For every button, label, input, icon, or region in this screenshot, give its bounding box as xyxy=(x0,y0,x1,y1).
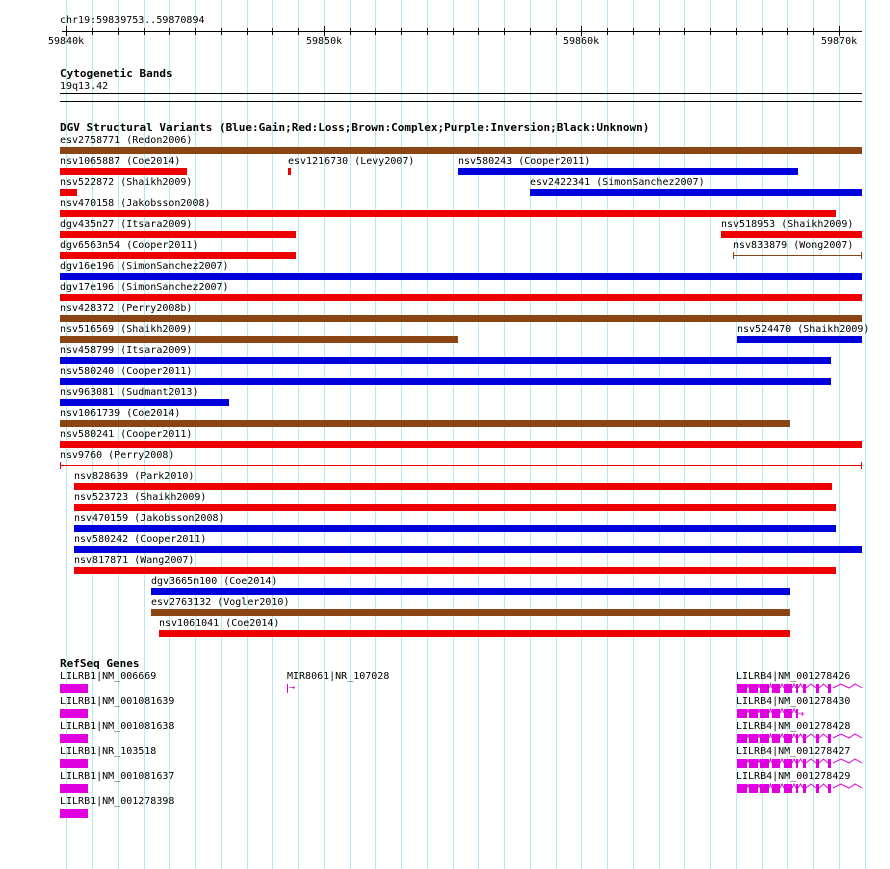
variant-bar[interactable] xyxy=(60,399,229,406)
intron-line xyxy=(792,759,796,763)
ruler-minor-tick xyxy=(736,28,737,35)
variant-label[interactable]: nsv580242 (Cooper2011) xyxy=(74,534,207,545)
exon-block xyxy=(784,684,792,693)
variant-label[interactable]: nsv524470 (Shaikh2009) xyxy=(737,324,870,335)
exon-block xyxy=(772,709,780,718)
variant-bar[interactable] xyxy=(60,147,862,154)
ruler-minor-tick xyxy=(607,28,608,35)
exon-block xyxy=(796,734,798,743)
ruler-minor-tick xyxy=(633,28,634,35)
variant-bar[interactable] xyxy=(60,357,831,364)
variant-bar[interactable] xyxy=(60,465,862,466)
intron-line xyxy=(819,784,828,788)
gene-model[interactable] xyxy=(60,784,88,793)
exon-block xyxy=(803,684,806,693)
ruler-minor-tick xyxy=(144,28,145,35)
intron-line xyxy=(806,734,816,738)
variant-bar[interactable] xyxy=(288,168,291,175)
exon-block xyxy=(828,684,831,693)
ruler-minor-tick xyxy=(195,28,196,35)
ruler-minor-tick xyxy=(118,28,119,35)
variant-end-tick xyxy=(861,462,862,469)
ruler-minor-tick xyxy=(659,28,660,35)
intron-line xyxy=(758,734,760,738)
variant-label[interactable]: nsv1065887 (Coe2014) xyxy=(60,156,181,167)
intron-line xyxy=(806,784,816,788)
intron-line xyxy=(833,734,862,738)
ruler-minor-tick xyxy=(92,28,93,35)
intron-line xyxy=(780,709,784,713)
variant-bar[interactable] xyxy=(74,567,836,574)
ruler-minor-tick xyxy=(350,28,351,35)
intron-line xyxy=(758,684,760,688)
variant-bar[interactable] xyxy=(60,336,458,343)
ruler-major-tick xyxy=(324,26,325,36)
gene-label[interactable]: LILRB4|NM_001278429 xyxy=(736,771,851,782)
ruler-minor-tick xyxy=(504,28,505,35)
intron-line xyxy=(798,734,803,738)
grid-line xyxy=(659,0,660,869)
variant-bar[interactable] xyxy=(74,504,836,511)
gene-label[interactable]: LILRB4|NM_001278428 xyxy=(736,721,851,732)
exon-block xyxy=(772,784,780,793)
ruler-minor-tick xyxy=(375,28,376,35)
intron-line xyxy=(780,784,784,788)
gene-model[interactable] xyxy=(60,709,88,718)
variant-label[interactable]: nsv833879 (Wong2007) xyxy=(733,240,854,251)
intron-line xyxy=(769,784,772,788)
variant-label[interactable]: nsv580241 (Cooper2011) xyxy=(60,429,193,440)
intron-line xyxy=(747,759,749,763)
exon-block xyxy=(772,759,780,768)
intron-line xyxy=(798,759,803,763)
cytoband-label: 19q13.42 xyxy=(60,81,109,92)
ruler-tick-label: 59840k xyxy=(48,36,85,47)
gene-label[interactable]: LILRB4|NM_001278430 xyxy=(736,696,851,707)
strand-arrow-icon: → xyxy=(289,682,296,693)
intron-line xyxy=(747,684,749,688)
refseq-track-title: RefSeq Genes xyxy=(60,657,140,670)
variant-bar[interactable] xyxy=(151,609,790,616)
intron-line xyxy=(769,759,772,763)
intron-line xyxy=(769,709,772,713)
exon-block xyxy=(816,784,819,793)
ruler-minor-tick xyxy=(221,28,222,35)
variant-label[interactable]: nsv516569 (Shaikh2009) xyxy=(60,324,193,335)
variant-label[interactable]: nsv1061041 (Coe2014) xyxy=(159,618,280,629)
exon-block xyxy=(803,734,806,743)
gene-label[interactable]: LILRB4|NM_001278427 xyxy=(736,746,851,757)
exon-block xyxy=(816,759,819,768)
ruler-minor-tick xyxy=(813,28,814,35)
exon-block xyxy=(828,784,831,793)
intron-line xyxy=(819,684,828,688)
variant-bar[interactable] xyxy=(60,168,187,175)
variant-label[interactable]: nsv458799 (Itsara2009) xyxy=(60,345,193,356)
exon-block xyxy=(760,734,769,743)
variant-label[interactable]: nsv9760 (Perry2008) xyxy=(60,450,175,461)
variant-label[interactable]: esv2763132 (Vogler2010) xyxy=(151,597,290,608)
variant-label[interactable]: dgv435n27 (Itsara2009) xyxy=(60,219,193,230)
gene-model[interactable] xyxy=(60,759,88,768)
intron-line xyxy=(833,759,862,763)
variant-bar[interactable] xyxy=(458,168,798,175)
intron-line xyxy=(833,684,862,688)
ruler-minor-tick xyxy=(478,28,479,35)
gene-label[interactable]: LILRB4|NM_001278426 xyxy=(736,671,851,682)
exon-block xyxy=(749,759,758,768)
exon-block xyxy=(784,759,792,768)
intron-line xyxy=(769,684,772,688)
ruler-major-tick xyxy=(581,26,582,36)
variant-label[interactable]: nsv428372 (Perry2008b) xyxy=(60,303,193,314)
exon-block xyxy=(760,684,769,693)
intron-line xyxy=(819,734,828,738)
variant-end-tick xyxy=(861,252,862,259)
intron-line xyxy=(780,734,784,738)
ruler-minor-tick xyxy=(684,28,685,35)
exon-block xyxy=(749,784,758,793)
variant-label[interactable]: nsv470158 (Jakobsson2008) xyxy=(60,198,211,209)
variant-bar[interactable] xyxy=(733,255,862,256)
intron-line xyxy=(747,734,749,738)
intron-line xyxy=(798,784,803,788)
gene-model[interactable] xyxy=(735,758,865,770)
ruler-tick-label: 59860k xyxy=(563,36,600,47)
exon-block xyxy=(796,684,798,693)
gene-model[interactable] xyxy=(735,683,865,695)
intron-line xyxy=(798,684,803,688)
ruler-minor-tick xyxy=(298,28,299,35)
ruler-tick-label: 59870k xyxy=(821,36,858,47)
variant-bar[interactable] xyxy=(60,273,862,280)
exon-block xyxy=(828,759,831,768)
variant-bar[interactable] xyxy=(60,378,831,385)
variant-bar[interactable] xyxy=(737,336,862,343)
variant-bar[interactable] xyxy=(60,315,862,322)
exon-block xyxy=(803,784,806,793)
variant-label[interactable]: nsv963081 (Sudmant2013) xyxy=(60,387,199,398)
ruler-minor-tick xyxy=(247,28,248,35)
grid-line xyxy=(865,0,866,869)
exon-block xyxy=(760,759,769,768)
ruler-tick-label: 59850k xyxy=(306,36,343,47)
variant-bar[interactable] xyxy=(60,252,296,259)
exon-block xyxy=(737,709,747,718)
gene-model[interactable] xyxy=(287,684,288,693)
intron-line xyxy=(806,759,816,763)
exon-block xyxy=(828,734,831,743)
intron-line xyxy=(792,734,796,738)
intron-line xyxy=(792,684,796,688)
intron-line xyxy=(780,684,784,688)
ruler-major-tick xyxy=(839,26,840,36)
exon-block xyxy=(816,684,819,693)
ruler-minor-tick xyxy=(710,28,711,35)
exon-block xyxy=(737,734,747,743)
variant-bar[interactable] xyxy=(60,231,296,238)
variant-label[interactable]: nsv518953 (Shaikh2009) xyxy=(721,219,854,230)
grid-line xyxy=(710,0,711,869)
exon-block xyxy=(749,709,758,718)
variant-bar[interactable] xyxy=(159,630,790,637)
ruler-minor-tick xyxy=(787,28,788,35)
variant-bar[interactable] xyxy=(60,294,862,301)
variant-label[interactable]: esv2758771 (Redon2006) xyxy=(60,135,193,146)
cytobands-title: Cytogenetic Bands xyxy=(60,67,173,80)
ruler-minor-tick xyxy=(556,28,557,35)
variant-bar[interactable] xyxy=(60,441,862,448)
exon-block xyxy=(803,759,806,768)
gene-label[interactable]: LILRB1|NM_001278398 xyxy=(60,796,175,807)
variant-label[interactable]: dgv3665n100 (Coe2014) xyxy=(151,576,278,587)
intron-line xyxy=(758,759,760,763)
variant-bar[interactable] xyxy=(530,189,862,196)
variant-label[interactable]: nsv523723 (Shaikh2009) xyxy=(74,492,207,503)
intron-line xyxy=(780,759,784,763)
gene-model[interactable] xyxy=(735,783,865,795)
exon-block xyxy=(796,784,798,793)
gene-label[interactable]: LILRB1|NM_001081638 xyxy=(60,721,175,732)
gene-label[interactable]: LILRB1|NM_001081639 xyxy=(60,696,175,707)
ruler-minor-tick xyxy=(169,28,170,35)
variant-end-tick xyxy=(60,462,61,469)
variant-label[interactable]: nsv1061739 (Coe2014) xyxy=(60,408,181,419)
exon-block xyxy=(737,759,747,768)
exon-block xyxy=(749,684,758,693)
variant-bar[interactable] xyxy=(74,525,836,532)
gene-model[interactable] xyxy=(60,809,88,818)
exon-block xyxy=(784,784,792,793)
variant-bar[interactable] xyxy=(74,483,832,490)
variant-bar[interactable] xyxy=(721,231,862,238)
region-label: chr19:59839753..59870894 xyxy=(60,15,205,26)
variant-bar[interactable] xyxy=(60,420,790,427)
intron-line xyxy=(806,684,816,688)
ruler-minor-tick xyxy=(272,28,273,35)
grid-line xyxy=(684,0,685,869)
gene-model[interactable] xyxy=(60,734,88,743)
intron-line xyxy=(833,784,862,788)
exon-block xyxy=(772,734,780,743)
variant-bar[interactable] xyxy=(74,546,862,553)
gene-model[interactable] xyxy=(60,684,88,693)
intron-line xyxy=(819,759,828,763)
exon-block xyxy=(772,684,780,693)
intron-line xyxy=(758,709,760,713)
ruler-minor-tick xyxy=(453,28,454,35)
variant-label[interactable]: nsv580240 (Cooper2011) xyxy=(60,366,193,377)
cytoband-line-top xyxy=(60,93,862,94)
gene-model[interactable] xyxy=(735,708,865,720)
exon-block xyxy=(796,759,798,768)
variant-label[interactable]: dgv17e196 (SimonSanchez2007) xyxy=(60,282,229,293)
gene-label[interactable]: LILRB1|NR_103518 xyxy=(60,746,157,757)
gene-label[interactable]: LILRB1|NM_001081637 xyxy=(60,771,175,782)
variant-end-tick xyxy=(733,252,734,259)
dgv-track-title: DGV Structural Variants (Blue:Gain;Red:Loss;Brown:Complex;Purple:Inversion;Black:Unknown) xyxy=(60,121,650,134)
intron-line xyxy=(792,784,796,788)
variant-label[interactable]: nsv470159 (Jakobsson2008) xyxy=(74,513,225,524)
gene-label[interactable]: LILRB1|NM_006669 xyxy=(60,671,157,682)
gene-label[interactable]: MIR8061|NR_107028 xyxy=(287,671,390,682)
exon-block xyxy=(737,684,747,693)
intron-line xyxy=(758,784,760,788)
exon-block xyxy=(816,734,819,743)
variant-label[interactable]: nsv817871 (Wang2007) xyxy=(74,555,195,566)
variant-label[interactable]: nsv828639 (Park2010) xyxy=(74,471,195,482)
intron-line xyxy=(747,709,749,713)
ruler-minor-tick xyxy=(427,28,428,35)
variant-label[interactable]: dgv6563n54 (Cooper2011) xyxy=(60,240,199,251)
variant-bar[interactable] xyxy=(60,210,836,217)
ruler-major-tick xyxy=(66,26,67,36)
exon-block xyxy=(760,709,769,718)
variant-bar[interactable] xyxy=(60,189,77,196)
cytoband-line-bottom xyxy=(60,101,862,102)
exon-block xyxy=(760,784,769,793)
exon-block xyxy=(784,709,792,718)
ruler-minor-tick xyxy=(401,28,402,35)
exon-block xyxy=(749,734,758,743)
variant-bar[interactable] xyxy=(151,588,790,595)
variant-label[interactable]: nsv580243 (Cooper2011) xyxy=(458,156,591,167)
exon-block xyxy=(737,784,747,793)
variant-label[interactable]: esv1216730 (Levy2007) xyxy=(288,156,415,167)
exon-block xyxy=(784,734,792,743)
variant-label[interactable]: esv2422341 (SimonSanchez2007) xyxy=(530,177,705,188)
intron-line xyxy=(769,734,772,738)
gene-model[interactable] xyxy=(735,733,865,745)
ruler-minor-tick xyxy=(762,28,763,35)
variant-label[interactable]: dgv16e196 (SimonSanchez2007) xyxy=(60,261,229,272)
intron-line xyxy=(747,784,749,788)
strand-arrow-icon: → xyxy=(796,709,805,720)
variant-label[interactable]: nsv522872 (Shaikh2009) xyxy=(60,177,193,188)
ruler-minor-tick xyxy=(530,28,531,35)
ruler-axis xyxy=(62,31,862,32)
